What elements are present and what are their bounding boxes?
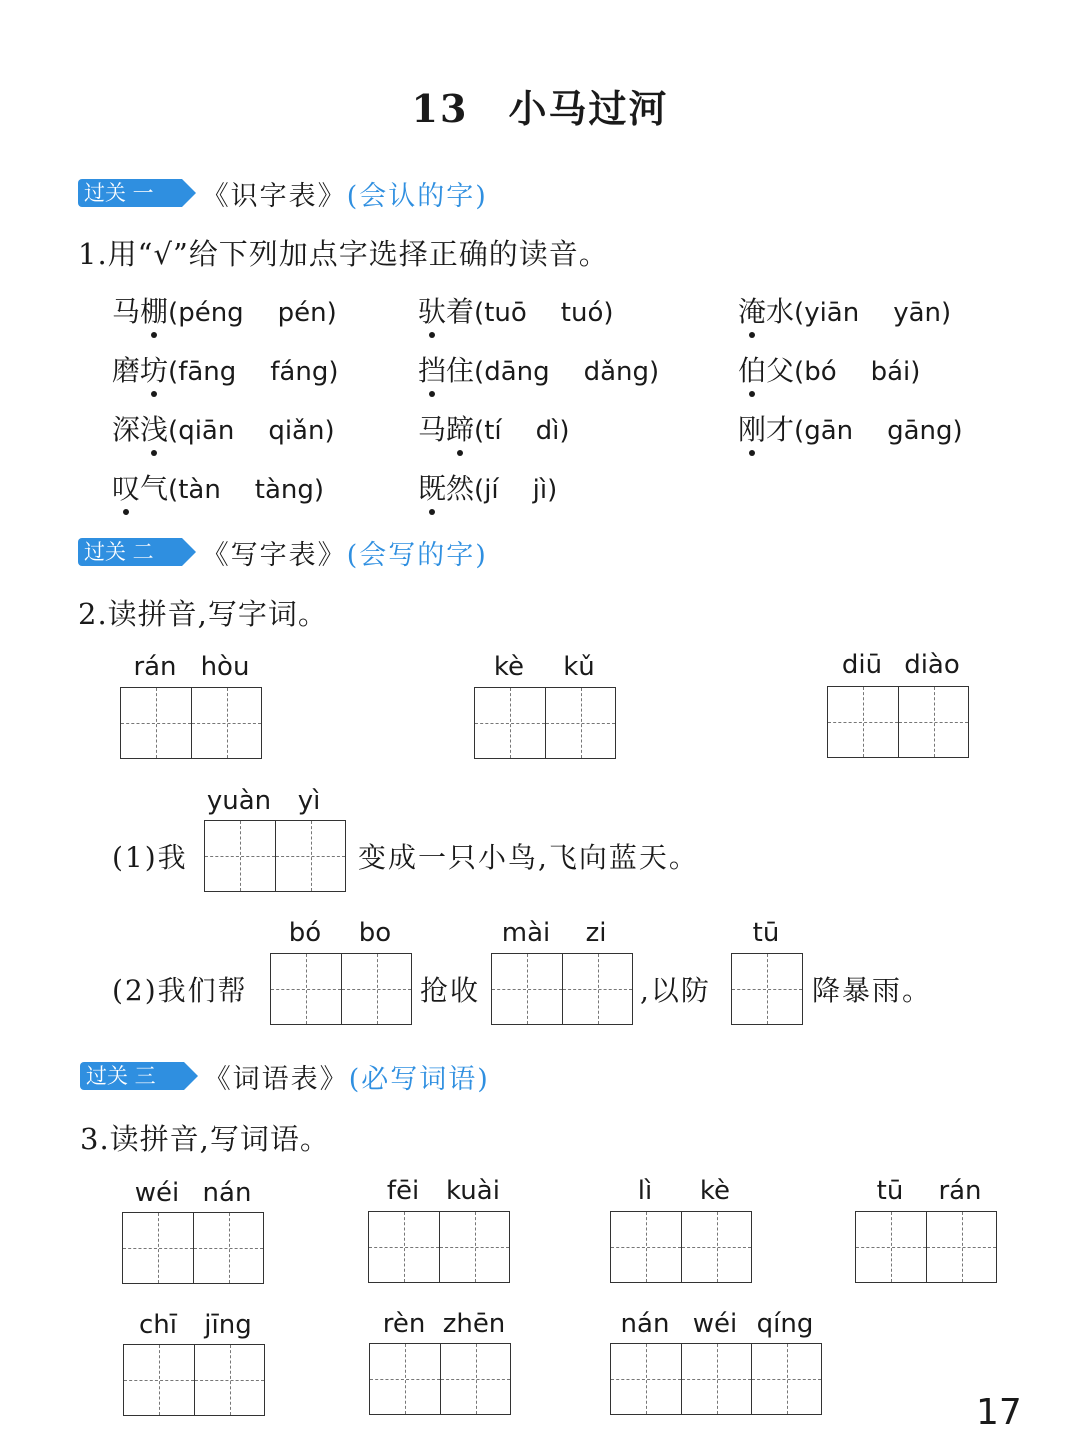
page-number: 17 [976, 1392, 1022, 1433]
option-2[interactable]: dǎng [583, 357, 650, 387]
option-1[interactable]: dāng [484, 357, 550, 387]
section-badge: 过关 三 [80, 1062, 184, 1090]
writing-grid[interactable] [204, 820, 346, 892]
pinyin-label: nán wéi qíng [620, 1309, 814, 1339]
dotted-character: 刚 [738, 408, 766, 448]
sentence-2-mid2: ,以防 [640, 974, 711, 1007]
writing-grid[interactable] [610, 1211, 752, 1283]
section-book: 《词语表》 [203, 1063, 349, 1095]
writing-grid[interactable] [369, 1343, 511, 1415]
writing-grid[interactable] [827, 686, 969, 758]
dotted-character: 浅 [140, 408, 168, 448]
dotted-character: 伯 [738, 349, 766, 389]
writing-grid[interactable] [368, 1211, 510, 1283]
pinyin-label: yuàn yì [206, 786, 321, 816]
pronunciation-item[interactable]: 驮着(tuō tuó) [418, 290, 614, 330]
question-2-prompt: 2.读拼音,写字词。 [78, 597, 328, 631]
pronunciation-item[interactable]: 伯父(bó bái) [738, 349, 920, 389]
option-2[interactable]: dì [535, 416, 560, 446]
writing-grid[interactable] [491, 953, 633, 1025]
option-1[interactable]: tàn [178, 475, 221, 505]
option-2[interactable]: qiǎn [268, 416, 325, 446]
section-note: (必写词语) [348, 1063, 490, 1095]
pinyin-label: kè kǔ [493, 652, 595, 682]
option-1[interactable]: yiān [804, 298, 860, 328]
section-header-3 [80, 1059, 490, 1093]
writing-grid[interactable] [610, 1343, 822, 1415]
section-badge: 过关 二 [78, 538, 182, 566]
writing-grid[interactable] [123, 1344, 265, 1416]
pinyin-label: mài zi [501, 918, 607, 948]
dotted-character: 叹 [112, 467, 140, 507]
option-1[interactable]: fāng [178, 357, 237, 387]
pinyin-label: diū diào [841, 650, 960, 680]
pronunciation-item[interactable]: 刚才(gān gāng) [738, 408, 963, 448]
section-note: (会认的字) [346, 180, 488, 212]
option-2[interactable]: pén [277, 298, 327, 328]
option-2[interactable]: bái [870, 357, 911, 387]
pinyin-label: rán hòu [133, 652, 250, 682]
section-book: 《写字表》 [201, 539, 347, 571]
option-2[interactable]: fáng [270, 357, 329, 387]
question-1-prompt: 1.用“√”给下列加点字选择正确的读音。 [78, 237, 609, 271]
pinyin-label: tū [752, 918, 780, 948]
dotted-character: 蹄 [446, 408, 474, 448]
pinyin-label: lì kè [637, 1176, 731, 1206]
pinyin-label: bó bo [288, 918, 392, 948]
dotted-character: 坊 [140, 349, 168, 389]
dotted-character: 挡 [418, 349, 446, 389]
writing-grid[interactable] [474, 687, 616, 759]
section-book: 《识字表》 [201, 180, 347, 212]
option-2[interactable]: gāng [887, 416, 953, 446]
pinyin-label: wéi nán [134, 1178, 252, 1208]
pronunciation-item[interactable]: 马蹄(tí dì) [418, 408, 570, 448]
section-header-1 [78, 176, 488, 210]
dotted-character: 驮 [418, 290, 446, 330]
pinyin-label: rèn zhēn [382, 1309, 506, 1339]
option-1[interactable]: péng [178, 298, 244, 328]
sentence-2-end: 降暴雨。 [812, 974, 933, 1007]
sentence-1-label: (1)我 [112, 841, 188, 874]
question-3-prompt: 3.读拼音,写词语。 [80, 1122, 330, 1156]
section-badge: 过关 一 [78, 179, 182, 207]
pinyin-label: fēi kuài [386, 1176, 500, 1206]
option-1[interactable]: bó [804, 357, 837, 387]
writing-grid[interactable] [855, 1211, 997, 1283]
pronunciation-item[interactable]: 叹气(tàn tàng) [112, 467, 324, 507]
option-2[interactable]: tuó [560, 298, 604, 328]
writing-grid[interactable] [120, 687, 262, 759]
lesson-title: 小马过河 [508, 86, 669, 131]
page-title [0, 78, 1080, 133]
sentence-2-mid1: 抢收 [420, 974, 481, 1007]
sentence-2-label: (2)我们帮 [112, 974, 248, 1007]
section-header-2 [78, 535, 488, 569]
lesson-number: 13 [411, 86, 469, 131]
option-2[interactable]: yān [893, 298, 942, 328]
dotted-character: 淹 [738, 290, 766, 330]
writing-grid[interactable] [731, 953, 803, 1025]
pronunciation-item[interactable]: 既然(jí jì) [418, 467, 557, 507]
option-1[interactable]: tuō [484, 298, 527, 328]
dotted-character: 既 [418, 467, 446, 507]
pronunciation-item[interactable]: 深浅(qiān qiǎn) [112, 408, 335, 448]
pronunciation-item[interactable]: 磨坊(fāng fáng) [112, 349, 339, 389]
dotted-character: 棚 [140, 290, 168, 330]
pinyin-label: tū rán [876, 1176, 982, 1206]
sentence-1-rest: 变成一只小鸟,飞向蓝天。 [358, 841, 699, 874]
option-1[interactable]: tí [484, 416, 502, 446]
option-2[interactable]: jì [532, 475, 548, 505]
option-1[interactable]: qiān [178, 416, 235, 446]
pronunciation-item[interactable]: 马棚(péng pén) [112, 290, 337, 330]
option-2[interactable]: tàng [254, 475, 314, 505]
writing-grid[interactable] [270, 953, 412, 1025]
pronunciation-item[interactable]: 淹水(yiān yān) [738, 290, 951, 330]
pronunciation-item[interactable]: 挡住(dāng dǎng) [418, 349, 659, 389]
option-1[interactable]: gān [804, 416, 854, 446]
section-note: (会写的字) [346, 539, 488, 571]
option-1[interactable]: jí [484, 475, 499, 505]
pinyin-label: chī jīng [139, 1310, 252, 1340]
writing-grid[interactable] [122, 1212, 264, 1284]
